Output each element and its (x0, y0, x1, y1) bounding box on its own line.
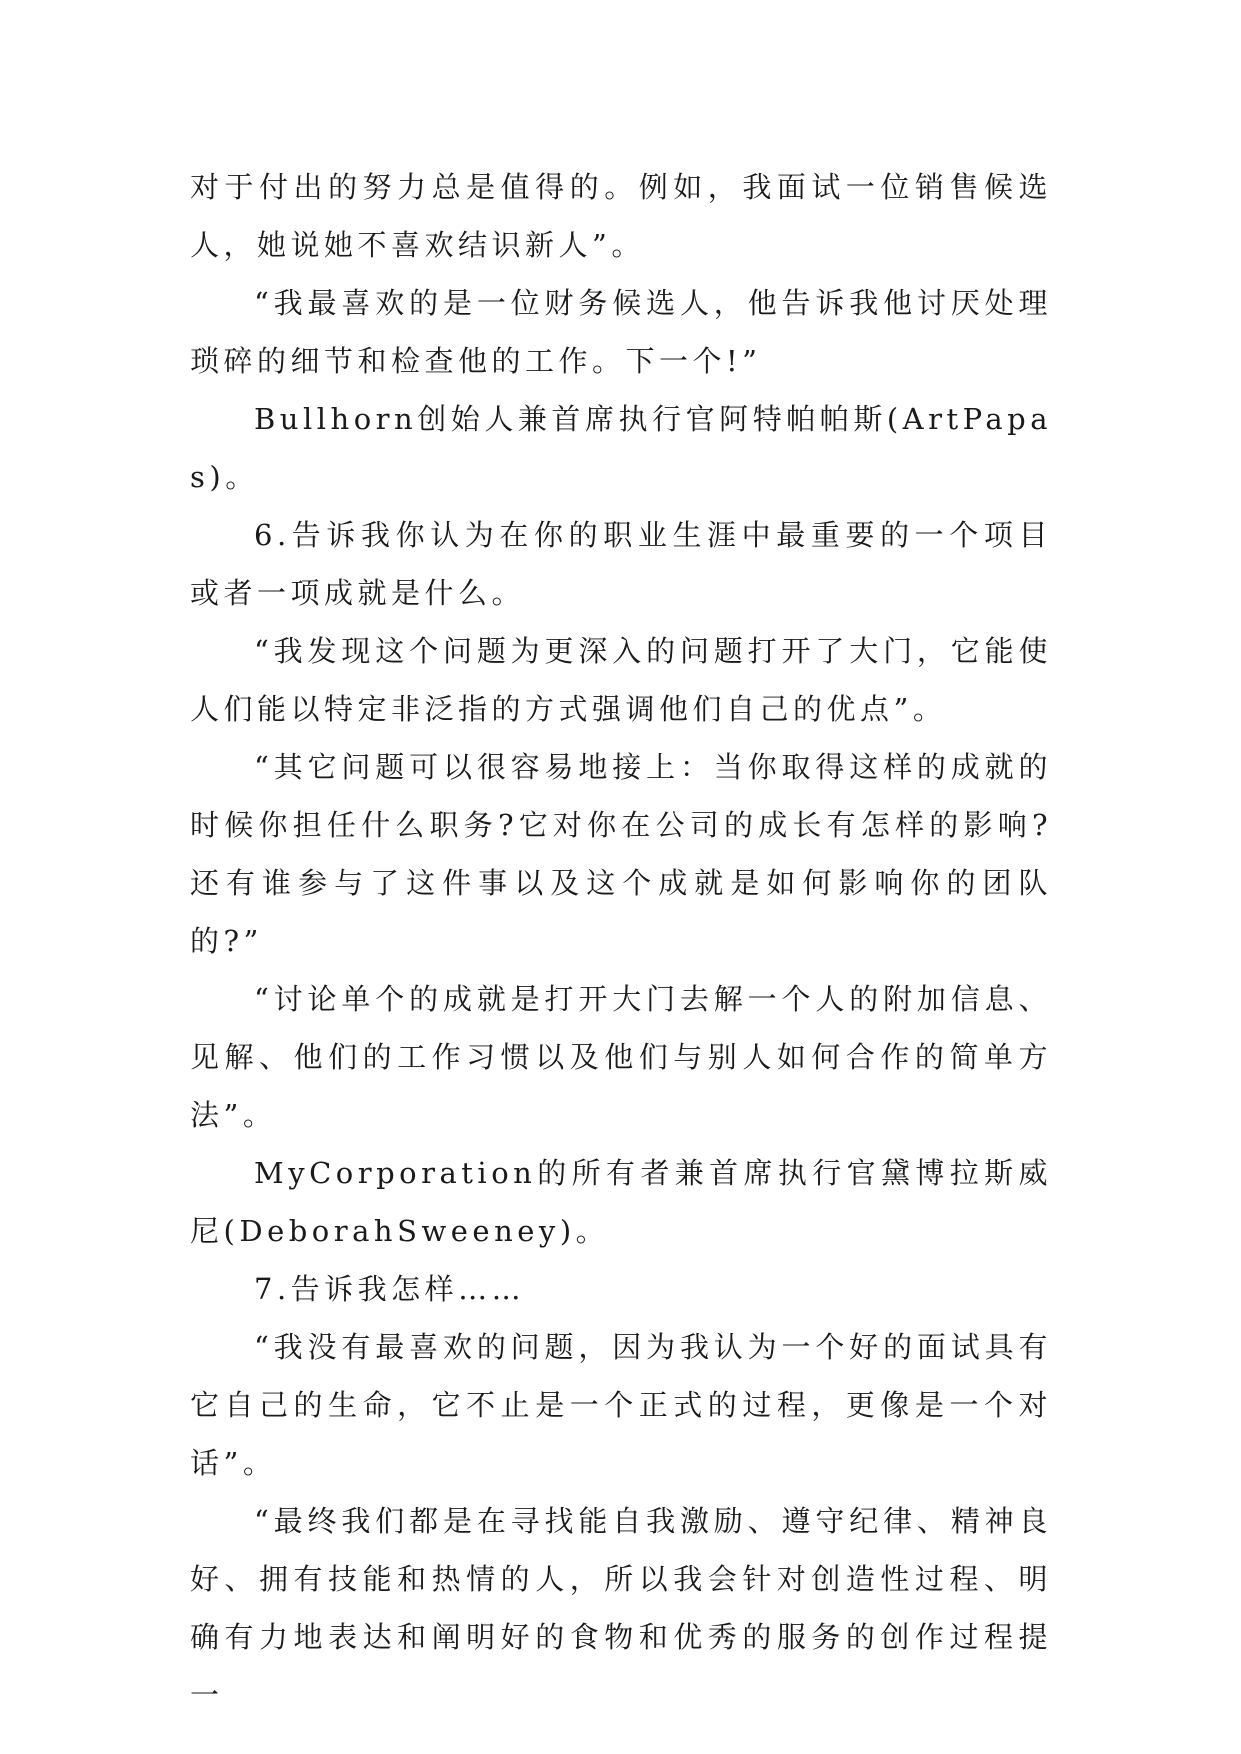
paragraph-3: Bullhorn创始人兼首席执行官阿特帕帕斯(ArtPapas)。 (190, 402, 1052, 494)
paragraph-1: 对于付出的努力总是值得的。例如，我面试一位销售候选人，她说她不喜欢结识新人”。 (190, 170, 1052, 262)
paragraph-11: “最终我们都是在寻找能自我激励、遵守纪律、精神良好、拥有技能和热情的人，所以我会针对创造性过程、明确有力地表达和阐明好的食物和优秀的服务的创作过程提一 (190, 1504, 1052, 1712)
paragraph-2: “我最喜欢的是一位财务候选人，他告诉我他讨厌处理琐碎的细节和检查他的工作。下一个!” (190, 286, 1052, 378)
paragraph-4: 6.告诉我你认为在你的职业生涯中最重要的一个项目或者一项成就是什么。 (190, 518, 1052, 610)
paragraph-6: “其它问题可以很容易地接上：当你取得这样的成就的时候你担任什么职务?它对你在公司的成长有怎样的影响?还有谁参与了这件事以及这个成就是如何影响你的团队的?” (190, 750, 1052, 958)
paragraph-8: MyCorporation的所有者兼首席执行官黛博拉斯威尼(DeborahSweeney)。 (190, 1156, 1052, 1248)
paragraph-5: “我发现这个问题为更深入的问题打开了大门，它能使人们能以特定非泛指的方式强调他们自己的优点”。 (190, 634, 1052, 726)
document-body (190, 158, 1052, 1724)
paragraph-9: 7.告诉我怎样…… (254, 1272, 526, 1306)
paragraph-10: “我没有最喜欢的问题，因为我认为一个好的面试具有它自己的生命，它不止是一个正式的过程，更像是一个对话”。 (190, 1330, 1052, 1480)
paragraph-7: “讨论单个的成就是打开大门去解一个人的附加信息、见解、他们的工作习惯以及他们与别人如何合作的简单方法”。 (190, 982, 1052, 1132)
